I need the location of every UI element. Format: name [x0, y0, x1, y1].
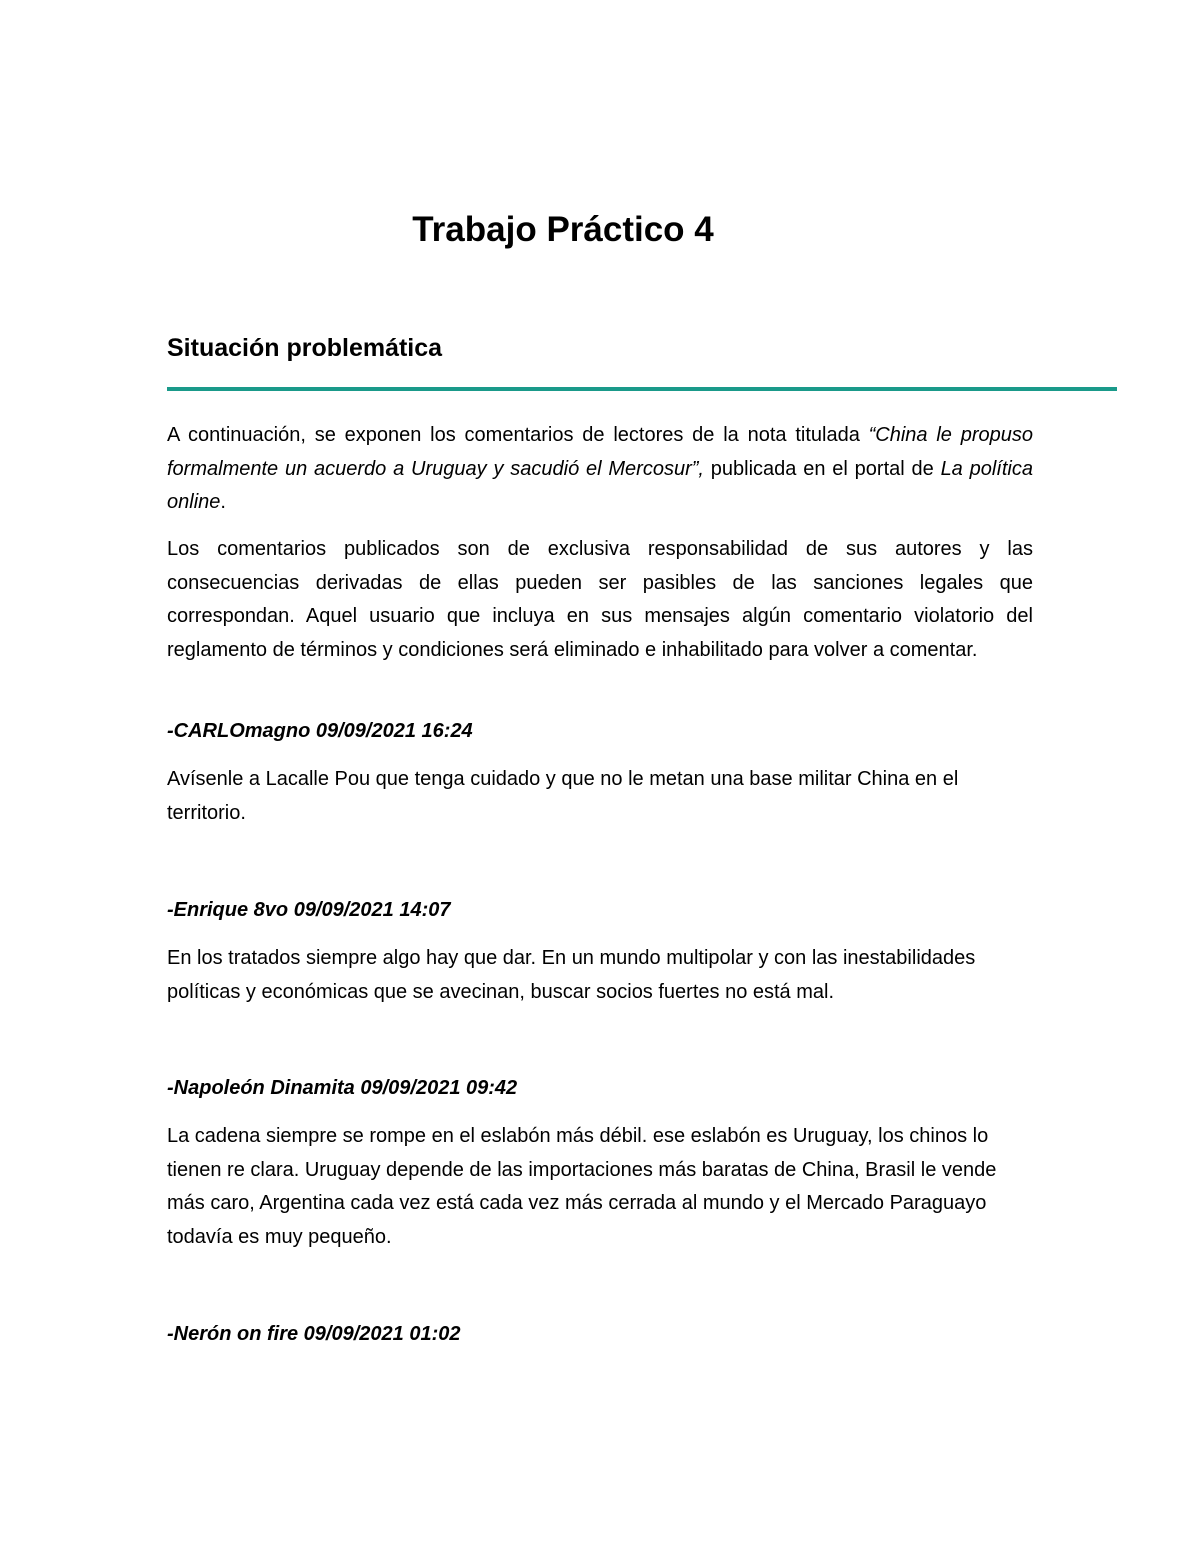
- intro-text-after: .: [220, 491, 226, 513]
- article-title: “China le propuso formalmente un acuerdo a Uruguay y sacudió el Mercosur”,: [167, 424, 1033, 480]
- comment-text: En los tratados siempre algo hay que dar. En un mundo multipolar y con las inestabilidades políticas y económicas que se avecinan, buscar socios fuertes no está mal.: [167, 947, 976, 1003]
- comment-author: -CARLOmagno 09/09/2021 16:24: [167, 720, 473, 742]
- comment-author: -Enrique 8vo 09/09/2021 14:07: [167, 899, 451, 921]
- section-heading: Situación problemática: [167, 334, 443, 362]
- comment-text: La cadena siempre se rompe en el eslabón más débil. ese eslabón es Uruguay, los chinos lo tienen re clara. Uruguay depende de las importaciones más baratas de China, Brasil le vende más caro, Argentina cada vez está cada vez más cerrada al mundo y el Mercado Paraguayo todavía es muy pequeño.: [167, 1125, 997, 1248]
- intro-text-middle: publicada en el portal de: [703, 457, 941, 480]
- moderation-notice: Los comentarios publicados son de exclusiva responsabilidad de sus autores y las consecuencias derivadas de ellas pueden ser pasibles de las sanciones legales que correspondan. Aquel usuario que incluya en sus mensajes algún comentario violatorio del reglamento de términos y condiciones será eliminado e inhabilitado para volver a comentar.: [167, 538, 1033, 661]
- intro-paragraph: [167, 419, 1033, 520]
- intro-text-before: A continuación, se exponen los comentarios de lectores de la nota titulada: [167, 424, 869, 446]
- portal-name: La política online: [167, 457, 1033, 513]
- section-divider: [167, 387, 1117, 391]
- comment-text: Avísenle a Lacalle Pou que tenga cuidado y que no le metan una base militar China en el territorio.: [167, 768, 959, 824]
- page-title: Trabajo Práctico 4: [412, 210, 714, 249]
- comment-author: -Nerón on fire 09/09/2021 01:02: [167, 1323, 461, 1345]
- comment-author: -Napoleón Dinamita 09/09/2021 09:42: [167, 1077, 518, 1099]
